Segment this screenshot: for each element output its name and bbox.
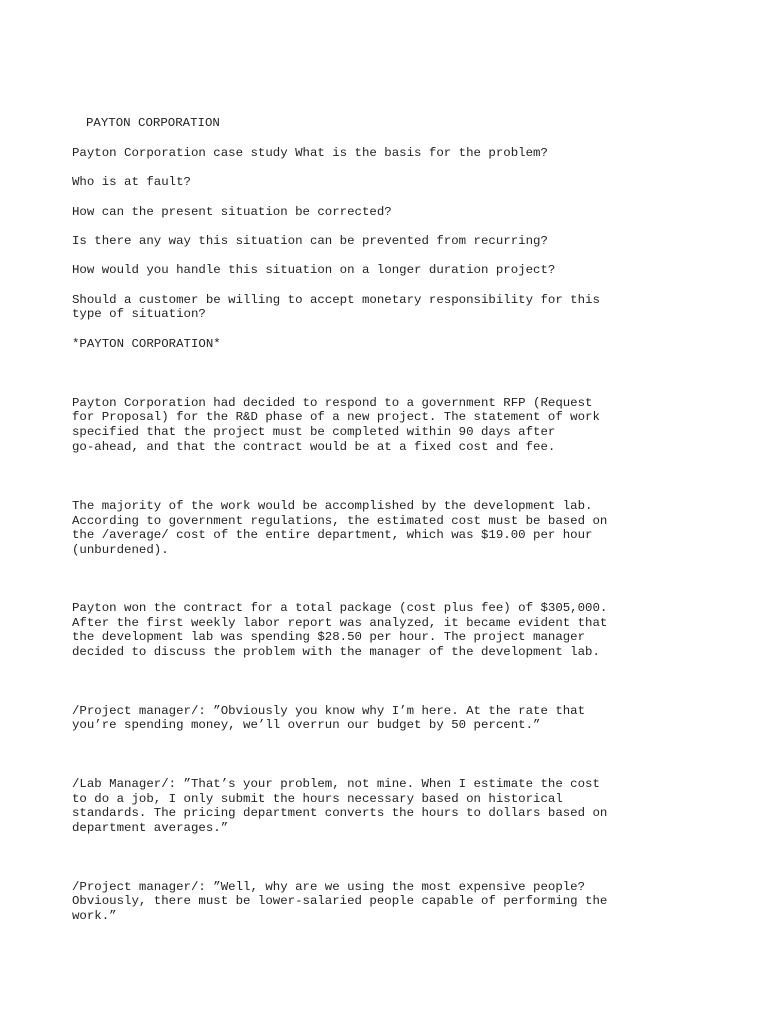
dialogue-line: you’re spending money, we’ll overrun our budget by 50 percent.” [72,718,541,732]
section-heading: *PAYTON CORPORATION* [72,337,221,351]
dialogue-line: /Lab Manager/: ”That’s your problem, not mine. When I estimate the cost [72,777,600,791]
dialogue-line: /Project manager/: ”Obviously you know why I’m here. At the rate that [72,704,586,718]
dialogue-line: department averages.” [72,821,229,835]
dialogue-line: standards. The pricing department converts the hours to dollars based on [72,806,608,820]
dialogue-line: /Project manager/: ”Well, why are we using the most expensive people? [72,880,586,894]
paragraph-line: The majority of the work would be accomplished by the development lab. [72,499,593,513]
paragraph-line: the /average/ cost of the entire department, which was $19.00 per hour [72,528,593,542]
question-6-continued: type of situation? [72,307,206,321]
paragraph-line: After the first weekly labor report was analyzed, it became evident that [72,616,608,630]
paragraph-line: According to government regulations, the estimated cost must be based on [72,514,608,528]
document-title: PAYTON CORPORATION [86,116,220,130]
paragraph-line: for Proposal) for the R&D phase of a new project. The statement of work [72,410,600,424]
question-6: Should a customer be willing to accept monetary responsibility for this [72,293,600,307]
paragraph-line: decided to discuss the problem with the manager of the development lab. [72,645,600,659]
dialogue-line: to do a job, I only submit the hours necessary based on historical [72,792,563,806]
question-5: How would you handle this situation on a longer duration project? [72,263,556,277]
paragraph-line: Payton Corporation had decided to respond to a government RFP (Request [72,396,593,410]
paragraph-line: Payton won the contract for a total package (cost plus fee) of $305,000. [72,601,608,615]
paragraph-line: the development lab was spending $28.50 per hour. The project manager [72,630,586,644]
paragraph-line: (unburdened). [72,543,169,557]
dialogue-line: work.” [72,909,117,923]
question-1: Payton Corporation case study What is the basis for the problem? [72,146,548,160]
question-2: Who is at fault? [72,175,191,189]
paragraph-line: specified that the project must be completed within 90 days after [72,425,556,439]
dialogue-line: Obviously, there must be lower-salaried people capable of performing the [72,894,608,908]
question-3: How can the present situation be corrected? [72,205,392,219]
question-4: Is there any way this situation can be prevented from recurring? [72,234,548,248]
paragraph-line: go-ahead, and that the contract would be at a fixed cost and fee. [72,440,556,454]
